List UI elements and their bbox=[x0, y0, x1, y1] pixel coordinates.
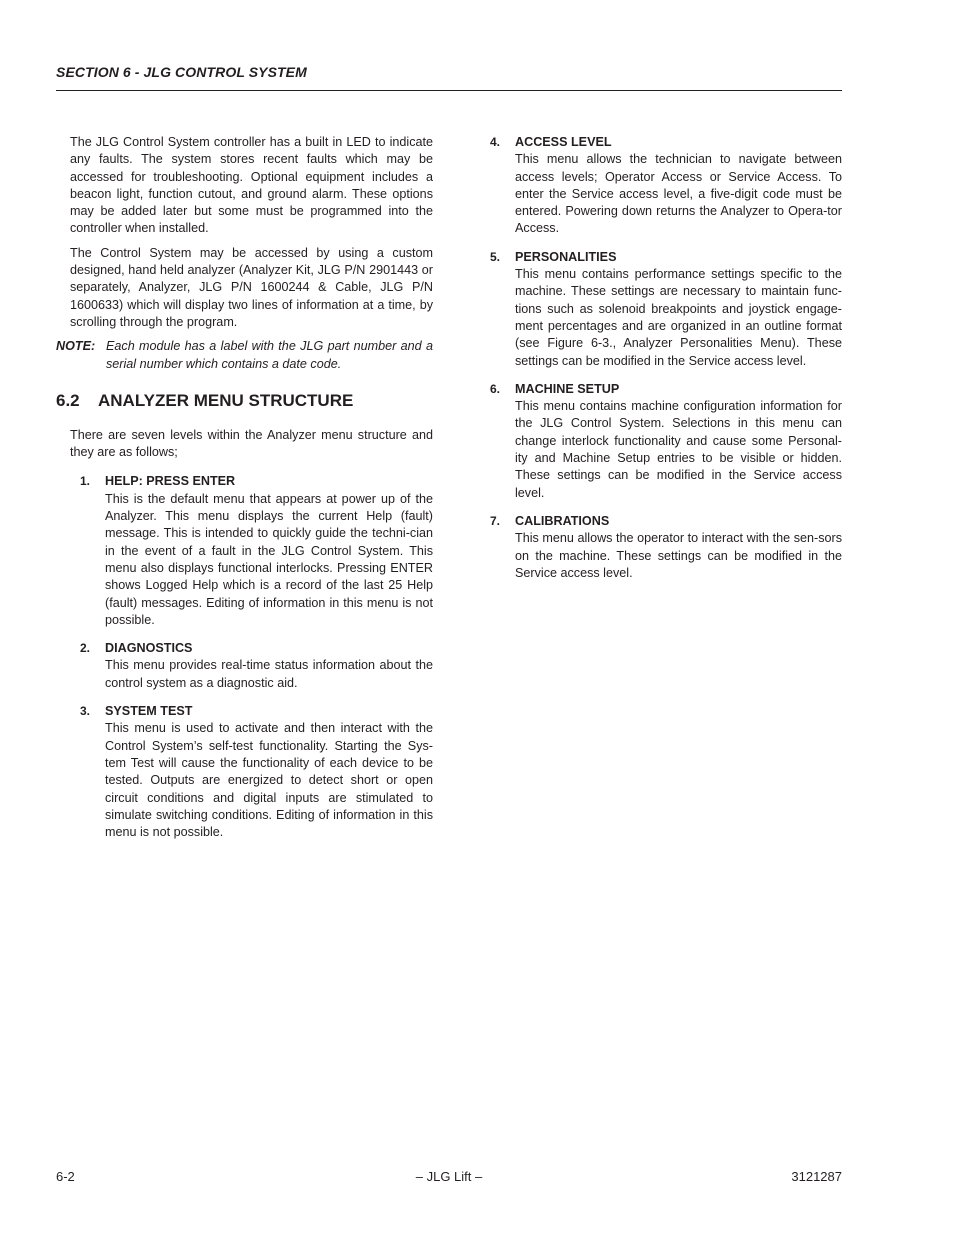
document-number: 3121287 bbox=[791, 1169, 842, 1184]
item-body bbox=[515, 249, 842, 370]
item-body bbox=[105, 473, 433, 629]
item-number: 7. bbox=[490, 513, 501, 528]
page-number: 6-2 bbox=[56, 1169, 75, 1184]
list-item bbox=[80, 703, 433, 841]
item-title: CALIBRATIONS bbox=[515, 513, 610, 528]
footer-center-text: – JLG Lift – bbox=[415, 1169, 483, 1184]
item-body bbox=[515, 513, 842, 582]
section-title: ANALYZER MENU STRUCTURE bbox=[98, 390, 354, 410]
section-intro: There are seven levels within the Analyzer menu structure and they are as follows; bbox=[70, 427, 433, 460]
item-title: HELP: PRESS ENTER bbox=[105, 474, 236, 489]
item-text: This menu is used to activate and then interact with the Control System’s self-test functionality. Starting the Sys-tem Test will cause the functionality of each device to be tested. Outputs are energized to detect short or open circuit conditions and digital inputs are stimulated to simulate switching conditions. Editing of information in this menu is not possible. bbox=[105, 721, 433, 840]
item-number: 4. bbox=[490, 135, 501, 149]
item-text: This menu contains performance settings specific to the machine. These settings are necessary to maintain func-tions such as solenoid breakpoints and joystick engage-ment percentages and are organized in an outline format (see Figure 6-3., Analyzer Personalities Menu). These settings can be modified in the Service access level. bbox=[515, 267, 842, 368]
list-item bbox=[490, 381, 842, 502]
item-text: This is the default menu that appears at power up of the Analyzer. This menu displays the current Help (fault) message. This is intended to quickly guide the techni-cian in the event of a fault in the JLG Control System. This menu also displays functional interlocks. Pressing ENTER shows Logged Help which is a record of the last 25 Help (fault) messages. Editing of information in this menu is not possible. bbox=[105, 491, 433, 627]
item-body bbox=[515, 134, 842, 238]
item-number: 5. bbox=[490, 249, 501, 264]
page-header bbox=[56, 64, 842, 91]
section-number: 6.2 bbox=[56, 390, 80, 410]
list-item bbox=[490, 249, 842, 370]
item-text: This menu provides real-time status information about the control system as a diagnostic aid. bbox=[105, 658, 433, 690]
intro-paragraph-1: The JLG Control System controller has a built in LED to indicate any faults. The system stores recent faults which may be accessed for troubleshooting. Optional equipment includes a beacon light, function cutout, and ground alarm. These options may be added later but some must be programmed into the controller when installed. bbox=[70, 135, 433, 236]
list-item bbox=[80, 473, 433, 629]
right-column bbox=[490, 134, 842, 593]
note-label: NOTE: bbox=[56, 339, 96, 354]
list-item bbox=[490, 513, 842, 582]
item-number: 1. bbox=[80, 474, 91, 489]
section-heading bbox=[56, 391, 433, 411]
item-body bbox=[515, 381, 842, 502]
item-number: 6. bbox=[490, 381, 501, 396]
item-title: MACHINE SETUP bbox=[515, 381, 620, 396]
item-number: 2. bbox=[80, 641, 91, 656]
item-body bbox=[105, 640, 433, 692]
left-column bbox=[56, 134, 433, 852]
item-title: PERSONALITIES bbox=[515, 249, 617, 264]
list-item bbox=[80, 640, 433, 692]
item-title: SYSTEM TEST bbox=[105, 704, 193, 719]
list-item bbox=[490, 134, 842, 238]
item-title: ACCESS LEVEL bbox=[515, 135, 612, 149]
item-text: This menu allows the operator to interact with the sen-sors on the machine. These settings can be modified in the Service access level. bbox=[515, 531, 842, 580]
item-text: This menu allows the technician to navigate between access levels; Operator Access or Service Access. To enter the Service access level, a five-digit code must be entered. Powering down returns the Analyzer to Opera-tor Access. bbox=[515, 152, 842, 236]
item-title: DIAGNOSTICS bbox=[105, 641, 193, 656]
section-header-title: SECTION 6 - JLG CONTROL SYSTEM bbox=[56, 64, 307, 80]
item-text: This menu contains machine configuration information for the JLG Control System. Selections in this menu can change interlock functionality and cause some Personal-ity and Machine Setup entries to be visible or hidden. These settings can be modified in the Service access level. bbox=[515, 399, 842, 500]
item-number: 3. bbox=[80, 704, 91, 719]
intro-paragraph-2: The Control System may be accessed by using a custom designed, hand held analyzer (Analyzer Kit, JLG P/N 2901443 or separately, Analyzer, JLG P/N 1600244 & Cable, JLG P/N 1600633) which will display two lines of information at a time, by scrolling through the program. bbox=[70, 245, 433, 329]
note-block bbox=[56, 338, 433, 373]
item-body bbox=[105, 703, 433, 841]
note-text: Each module has a label with the JLG part number and a serial number which contains a date code. bbox=[106, 339, 433, 371]
